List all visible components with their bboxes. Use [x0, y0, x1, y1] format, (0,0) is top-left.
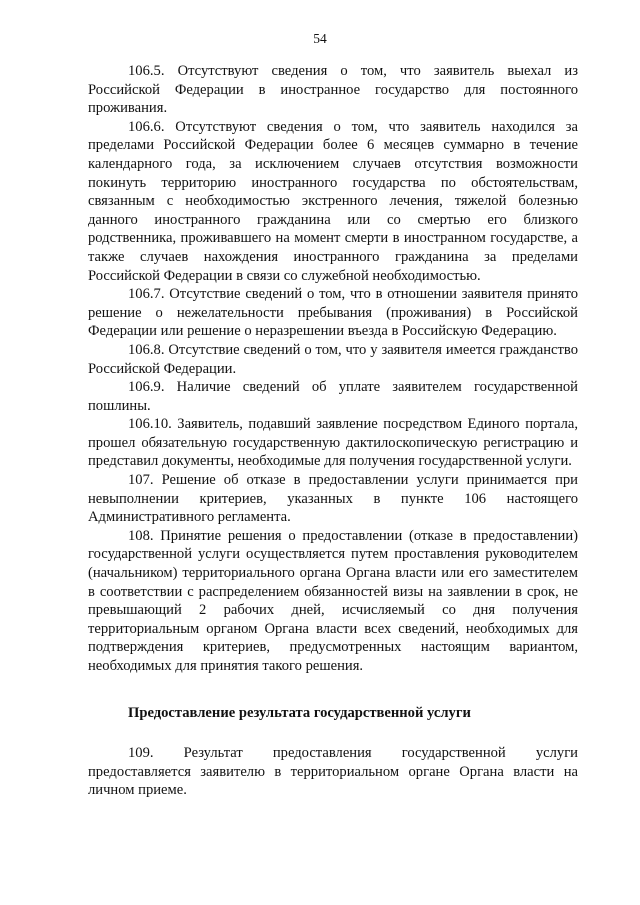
paragraph-106-5: 106.5. Отсутствуют сведения о том, что заявитель выехал из Российской Федерации в иностранное государство для постоянного проживания. — [88, 63, 578, 117]
page-number: 54 — [313, 31, 327, 46]
paragraph-108: 108. Принятие решения о предоставлении (отказе в предоставлении) государственной услуги осуществляется путем проставления руководителем (начальником) территориального органа Органа власти или его заместителем в соответствии с распределением обязанностей визы на заявлении в срок, не превышающий 2 рабочих дней, исчисляемый со дня получения территориальным органом Органа власти всех сведений, необходимых для подтверждения критериев, предусмотренных настоящим вариантом, необходимых для принятия такого решения. — [88, 527, 578, 674]
paragraph-107: 107. Решение об отказе в предоставлении услуги принимается при невыполнении критериев, указанных в пункте 106 настоящего Административного регламента. — [88, 472, 578, 526]
section-heading: Предоставление результата государственной услуги — [128, 704, 471, 721]
document-body — [88, 62, 578, 800]
paragraph-106-7: 106.7. Отсутствие сведений о том, что в отношении заявителя принято решение о нежелательности пребывания (проживания) в Российской Федерации или решение о неразрешении въезда в Российскую Федерацию. — [88, 286, 578, 340]
paragraph-109: 109. Результат предоставления государственной услуги предоставляется заявителю в территориальном органе Органа власти на личном приеме. — [88, 745, 578, 799]
paragraph-106-6: 106.6. Отсутствуют сведения о том, что заявитель находился за пределами Российской Федерации более 6 месяцев суммарно в течение календарного года, за исключением случаев отсутствия возможности покинуть территорию иностранного государства по обстоятельствам, связанным с необходимостью экстренного лечения, тяжелой болезнью данного иностранного гражданина или со смертью его близкого родственника, проживавшего на момент смерти в иностранном государстве, а также случаев нахождения иностранного гражданина за пределами Российской Федерации в связи со служебной необходимостью. — [88, 118, 578, 284]
paragraph-106-9: 106.9. Наличие сведений об уплате заявителем государственной пошлины. — [88, 379, 578, 414]
paragraph-106-10: 106.10. Заявитель, подавший заявление посредством Единого портала, прошел обязательную государственную дактилоскопическую регистрацию и представил документы, необходимые для получения государственной услуги. — [88, 416, 578, 470]
paragraph-106-8: 106.8. Отсутствие сведений о том, что у заявителя имеется гражданство Российской Федерации. — [88, 341, 578, 377]
